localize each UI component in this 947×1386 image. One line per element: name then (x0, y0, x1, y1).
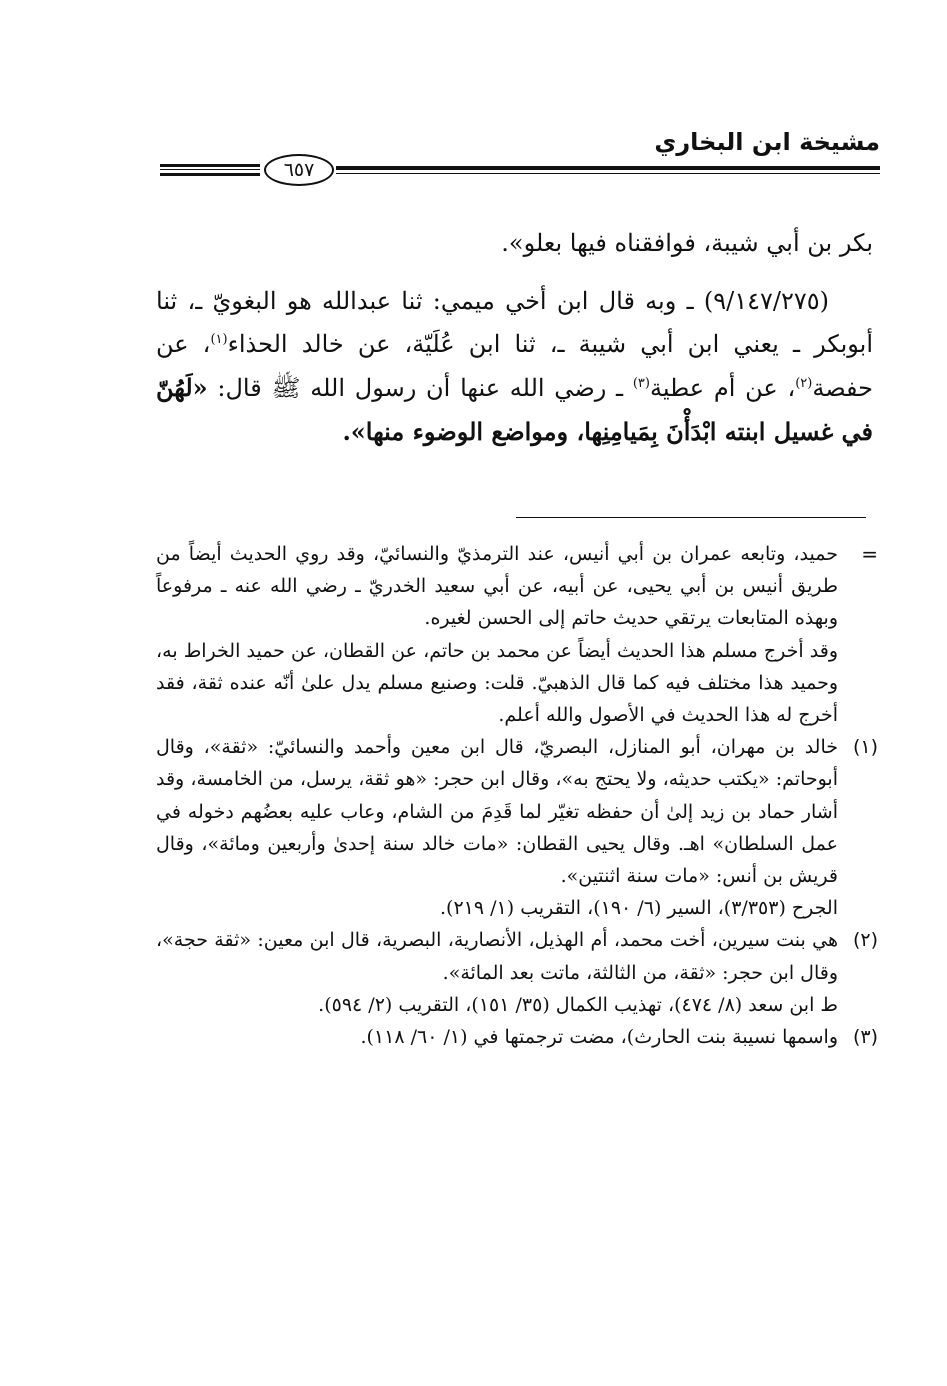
footnote-3 (156, 1021, 878, 1053)
continuation-marker: = (861, 542, 878, 566)
footnote-marker-2: (٢) (852, 929, 878, 952)
footnote-text-3: واسمها نسيبة بنت الحارث)، مضت ترجمتها في (١/ ٦٠/ ١١٨). (360, 1026, 838, 1049)
footnote-refs-2: ط ابن سعد (٨/ ٤٧٤)، تهذيب الكمال (٣٥/ ١٥١)، التقريب (٢/ ٥٩٤). (318, 993, 838, 1016)
hadith-isnad: (٩/١٤٧/٢٧٥) ـ وبه قال ابن أخي ميمي: ثنا عبدالله هو البغويّ ـ، ثنا أبوبكر ـ يعني ابن أبي شيبة ـ، ثنا ابن عُلَيّة، عن خالد الحذاء (156, 287, 874, 358)
hadith-segment-2: ، عن حفصة (156, 330, 873, 402)
footnote-ref-3[interactable]: (٣) (632, 376, 650, 391)
footnote-ref-1[interactable]: (١) (210, 332, 228, 347)
hadith-segment-4: ـ رضي الله عنها أن رسول الله ﷺ قال: (207, 374, 633, 402)
footnote-refs-1: الجرح (٣/٣٥٣)، السير (٦/ ١٩٠)، التقريب (١/ ٢١٩). (440, 897, 838, 920)
page-header (160, 128, 880, 188)
footnote-separator (516, 517, 866, 518)
continuation-paragraph-2: وقد أخرج مسلم هذا الحديث أيضاً عن محمد بن حاتم، عن القطان، عن حميد الخراط به، وحميد هذا مختلف فيه كما قال الذهبيّ. قلت: وصنيع مسلم يدل علىٰ أنّه عنده ثقة، فقد أخرج له هذا الحديث في الأصول والله أعلم. (156, 639, 838, 727)
footnote-text-2: هي بنت سيرين، أخت محمد، أم الهذيل، الأنصارية، البصرية، قال ابن معين: «ثقة حجة»، وقال ابن حجر: «ثقة، من الثالثة، ماتت بعد المائة». (156, 929, 838, 984)
continuation-paragraph-1: حميد، وتابعه عمران بن أبي أنيس، عند الترمذيّ والنسائيّ، وقد روي الحديث أيضاً من طريق أنيس بن أبي يحيى، عن أبيه، عن أبي سعيد الخدريّ ـ رضي الله عنه ـ مرفوعاً وبهذه المتابعات يرتقي حديث حاتم إلى الحسن لغيره. (156, 543, 838, 630)
hadith-text (156, 280, 873, 454)
footnote-text-1: خالد بن مهران، أبو المنازل، البصريّ، قال ابن معين وأحمد والنسائيّ: «ثقة»، وقال أبوحاتم: «يكتب حديثه، ولا يحتج به»، وقال ابن حجر: «هو ثقة، يرسل، من الخامسة، وقد أشار حماد بن زيد إلىٰ أن حفظه تغيّر لما قَدِمَ من الشام، وعاب عليه بعضُهم دخوله في عمل السلطان» اهـ. وقال يحيى القطان: «مات خالد سنة إحدىٰ وأربعين ومائة»، وقال قريش بن أنس: «مات سنة اثنتين». (156, 736, 838, 888)
hadith-segment-3: ، عن أم عطية (649, 374, 796, 402)
footnote-2 (156, 924, 878, 1021)
footnote-marker-3: (٣) (852, 1026, 878, 1049)
header-rule-right (336, 166, 880, 170)
intro-line: بكر بن أبي شيبة، فوافقناه فيها بعلو». (501, 229, 873, 257)
hadith-paragraph (156, 280, 873, 454)
footnote-ref-2[interactable]: (٢) (795, 376, 813, 391)
intro-paragraph (156, 222, 873, 265)
book-title: مشيخة ابن البخاري (654, 128, 880, 156)
footnote-continuation (156, 538, 878, 731)
page-number: ٦٥٧ (264, 154, 334, 186)
footnote-1 (156, 731, 878, 924)
footnote-marker-1: (١) (852, 736, 878, 759)
header-rule-left (160, 164, 260, 176)
hadith-matn: «لَهُنّ في غسيل ابنته ابْدَأْنَ بِمَيامِنِها، ومواضع الوضوء منها». (156, 373, 873, 446)
footnotes-section (156, 538, 878, 1053)
